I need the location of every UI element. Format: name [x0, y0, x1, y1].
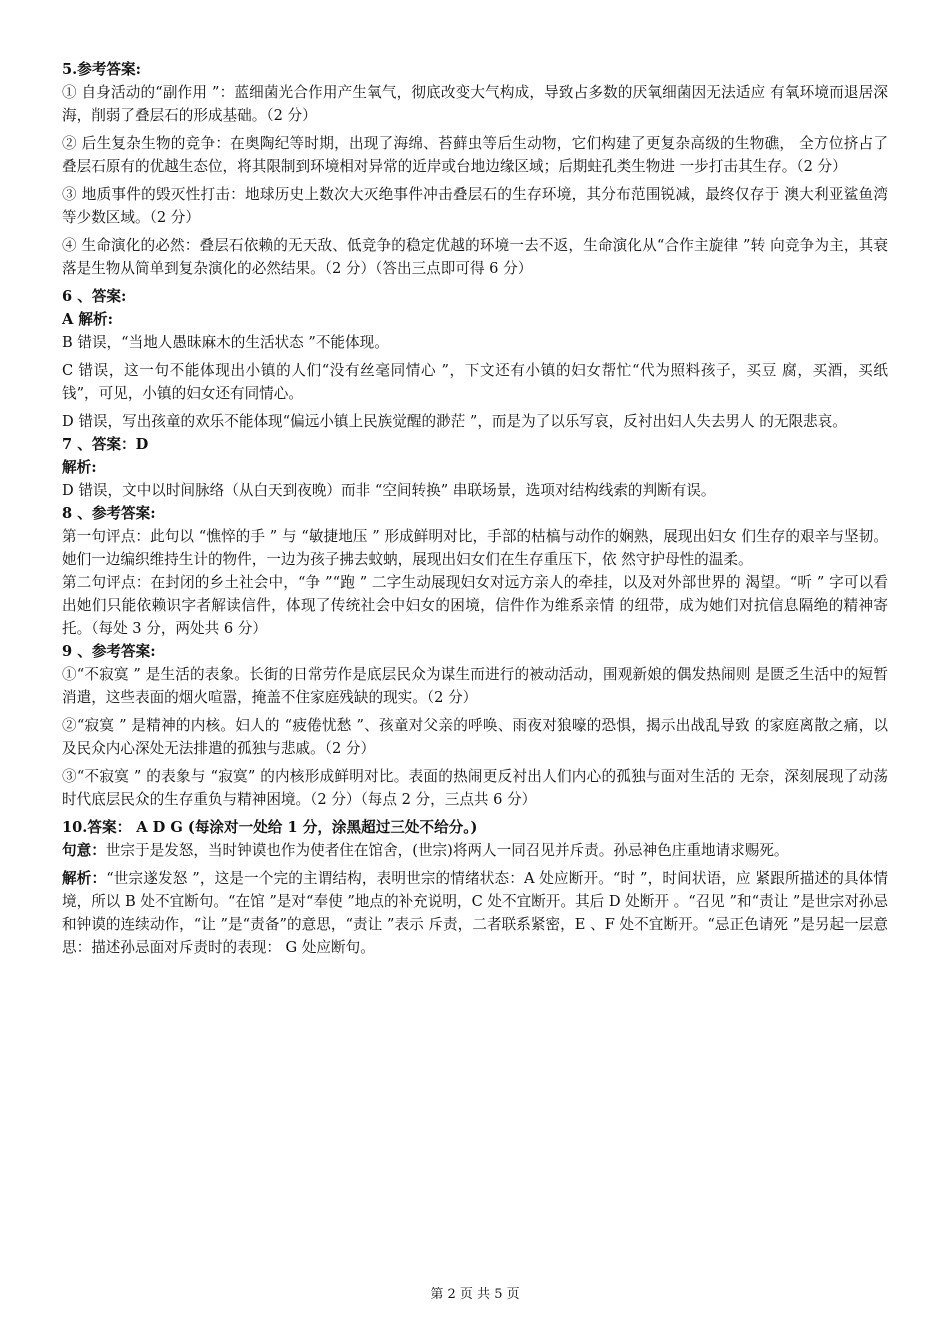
- answer-10-meaning-lead: 句意：: [62, 842, 106, 859]
- answer-7-explanation: D 错误，文中以时间脉络（从白天到夜晚）而非 “空间转换” 串联场景，选项对结构线索的判断有误。: [62, 482, 716, 499]
- answer-9: [62, 640, 888, 811]
- answer-5-point-1: ① 自身活动的“副作用 ”：蓝细菌光合作用产生氧气，彻底改变大气构成，导致占多数的厌氧细菌因无法适应 有氧环境而退居深海，削弱了叠层石的形成基础。（2 分）: [62, 84, 888, 124]
- answer-10: [62, 816, 888, 959]
- answer-7-subheading: 解析:: [62, 459, 97, 476]
- answer-6-option-b: B 错误，“当地人愚昧麻木的生活状态 ”不能体现。: [62, 334, 389, 351]
- answer-6-option-c: C 错误，这一句不能体现出小镇的人们“没有丝毫同情心 ”，下文还有小镇的妇女帮忙“代为照料孩子，买豆 腐，买酒，买纸钱”，可见，小镇的妇女还有同情心。: [62, 362, 888, 402]
- answer-7: [62, 433, 888, 502]
- answer-10-analysis-lead: 解析：: [62, 870, 107, 887]
- answer-8: [62, 502, 888, 640]
- answer-9-point-2: ②“寂寞 ” 是精神的内核。妇人的 “疲倦忧愁 ”、孩童对父亲的呼唤、雨夜对狼嚎的恐惧，揭示出战乱导致 的家庭离散之痛，以及民众内心深处无法排遣的孤独与悲戚。（2 分）: [62, 717, 888, 757]
- answer-6-option-d: D 错误，写出孩童的欢乐不能体现“偏远小镇上民族觉醒的渺茫 ”，而是为了以乐写哀，反衬出妇人失去男人 的无限悲哀。: [62, 413, 847, 430]
- answer-6: [62, 285, 888, 433]
- answer-6-heading: 6 、答案:: [62, 288, 127, 305]
- answer-10-analysis-text: “世宗遂发怒 ”，这是一个完的主谓结构，表明世宗的情绪状态：A 处应断开。“时 ”，时间状语，应 紧跟所描述的具体情境，所以 B 处不宜断句。“在馆 ”是对“奉使 ”地点的补充说明，C 处不宜断开。其后 D 处断开 。“召见 ”和“责让 ”是世宗对孙忌和钟谟的连续动作，“让 ”是“责备”的意思，“责让 ”表示 斥责，二者联系紧密，E 、F 处不宜断开。“忌正色请死 ”是另起一层意思：描述孙忌面对斥责时的表现： G 处应断句。: [62, 870, 888, 956]
- answer-5-point-4: ④ 生命演化的必然：叠层石依赖的无天敌、低竞争的稳定优越的环境一去不返，生命演化从“合作主旋律 ”转 向竞争为主，其衰落是生物从简单到复杂演化的必然结果。（2 分）（答出三点即可得 6 分）: [62, 237, 888, 277]
- page-footer: 第 2 页 共 5 页: [430, 1287, 520, 1302]
- answer-5: [62, 58, 888, 280]
- answer-9-point-1: ①“不寂寞 ” 是生活的表象。长街的日常劳作是底层民众为谋生而进行的被动活动，围观新娘的偶发热闹则 是匮乏生活中的短暂消遣，这些表面的烟火喧嚣，掩盖不住家庭残缺的现实。（2 分）: [62, 666, 888, 706]
- answer-5-point-2: ② 后生复杂生物的竞争：在奥陶纪等时期，出现了海绵、苔藓虫等后生动物，它们构建了更复杂高级的生物礁， 全方位挤占了叠层石原有的优越生态位，将其限制到环境相对异常的近岸或台地边缘区域；后期蛀孔类生物进 一步打击其生存。（2 分）: [62, 135, 888, 175]
- answer-10-meaning: [62, 839, 888, 862]
- answer-8-heading: 8 、参考答案:: [62, 505, 156, 522]
- answer-8-comment-2: 第二句评点：在封闭的乡土社会中，“争 ”“跑 ” 二字生动展现妇女对远方亲人的牵挂，以及对外部世界的 渴望。“听 ” 字可以看出她们只能依赖识字者解读信件，体现了传统社会中妇女的困境，信件作为维系亲情 的纽带，成为她们对抗信息隔绝的精神寄托。（每处 3 分，两处共 6 分）: [62, 574, 888, 637]
- answer-9-heading: 9 、参考答案:: [62, 643, 156, 660]
- answer-8-comment-1: 第一句评点：此句以 “憔悴的手 ” 与 “敏捷地压 ” 形成鲜明对比，手部的枯槁与动作的娴熟，展现出妇女 们生存的艰辛与坚韧。她们一边编织维持生计的物件，一边为孩子拂去蚊蚋，展现出妇女们在生存重压下，依 然守护母性的温柔。: [62, 528, 888, 568]
- answer-10-analysis: [62, 867, 888, 959]
- answer-5-point-3: ③ 地质事件的毁灭性打击：地球历史上数次大灭绝事件冲击叠层石的生存环境，其分布范围锐减，最终仅存于 澳大利亚鲨鱼湾等少数区域。（2 分）: [62, 186, 888, 226]
- answer-10-meaning-text: 世宗于是发怒，当时钟谟也作为使者住在馆舍，(世宗)将两人一同召见并斥责。孙忌神色庄重地请求赐死。: [105, 842, 789, 859]
- answer-10-heading: 10.答案： A D G (每涂对一处给 1 分，涂黑超过三处不给分。): [62, 819, 478, 836]
- answer-5-heading: 5.参考答案:: [62, 61, 141, 78]
- answer-7-heading: 7 、答案：D: [62, 436, 149, 453]
- answer-9-point-3: ③“不寂寞 ” 的表象与 “寂寞” 的内核形成鲜明对比。表面的热闹更反衬出人们内心的孤独与面对生活的 无奈，深刻展现了动荡时代底层民众的生存重负与精神困境。（2 分）（每点 2 分，三点共 6 分）: [62, 768, 888, 808]
- answer-6-subheading: A 解析:: [62, 311, 113, 328]
